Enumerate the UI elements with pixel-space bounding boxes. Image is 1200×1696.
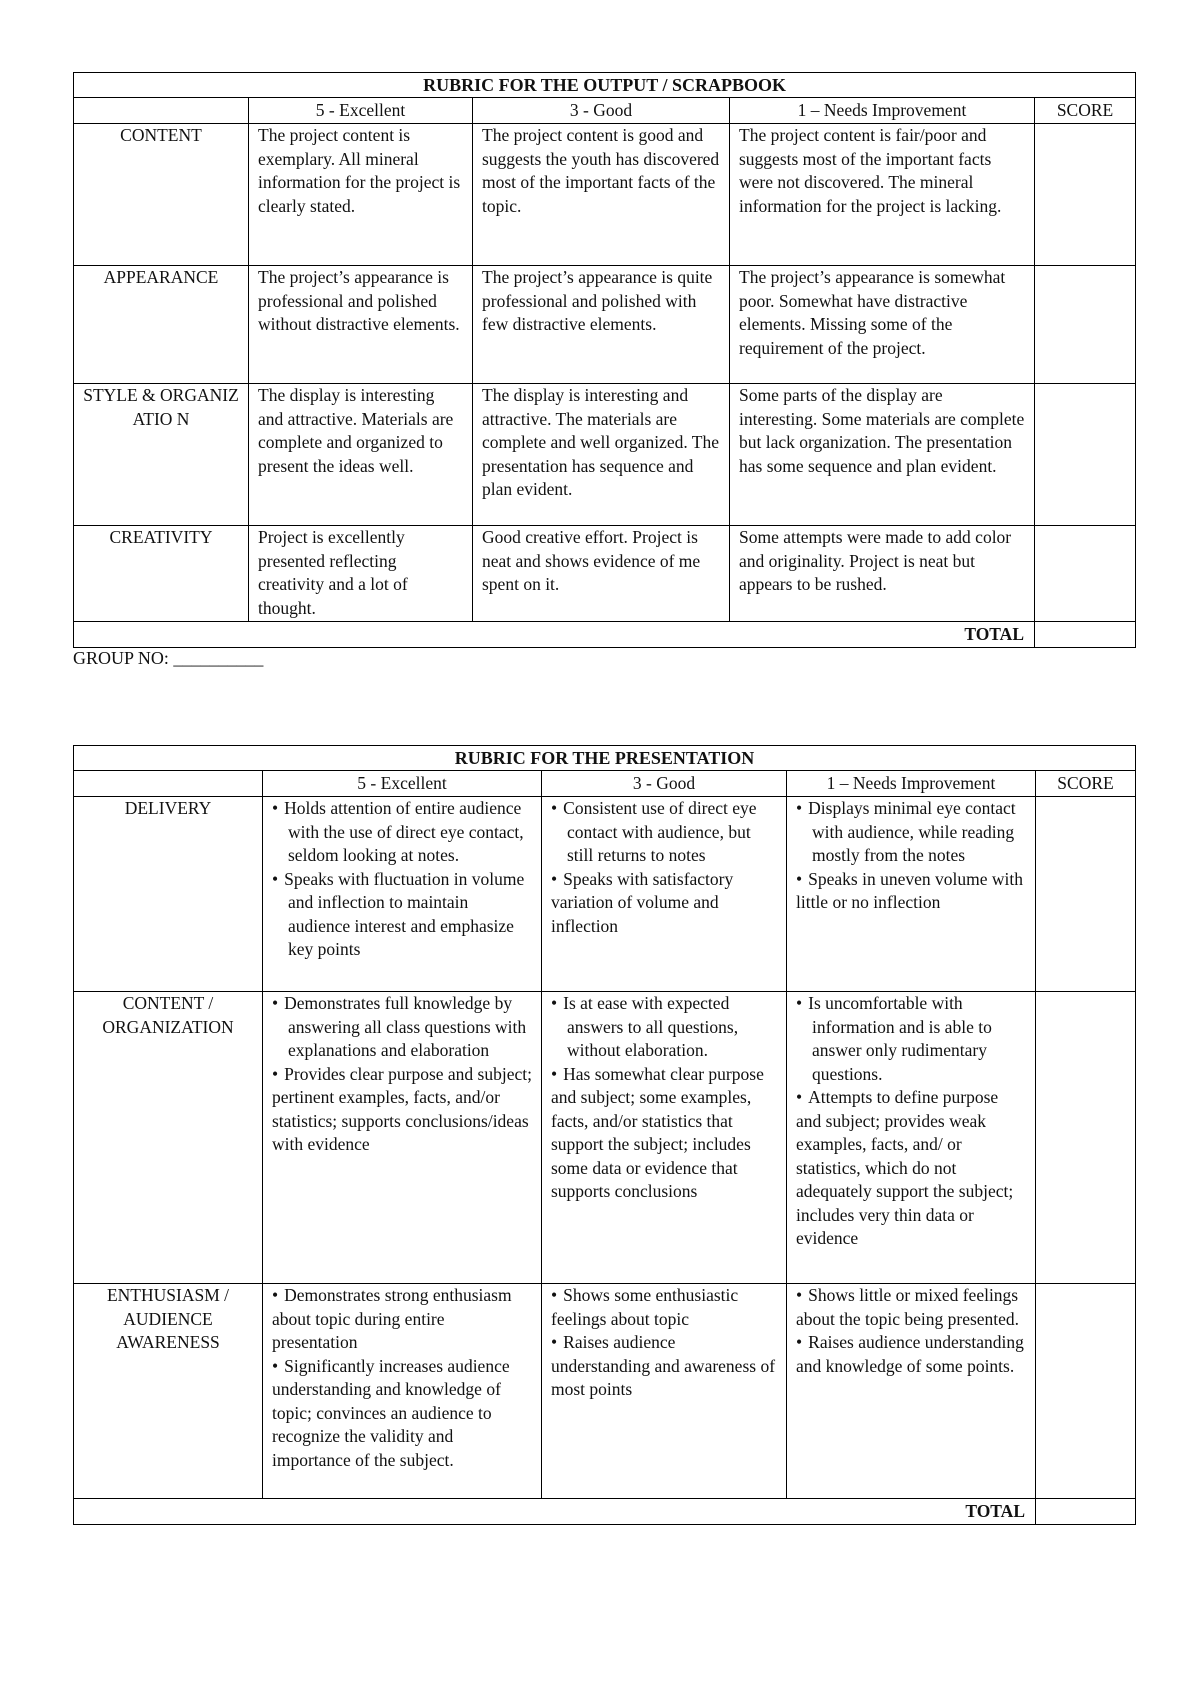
header-good: 3 - Good bbox=[542, 771, 787, 797]
table-row bbox=[74, 1284, 1136, 1499]
rubric-title: RUBRIC FOR THE OUTPUT / SCRAPBOOK bbox=[74, 73, 1136, 98]
score-cell[interactable] bbox=[1036, 797, 1136, 992]
table-row bbox=[74, 992, 1136, 1284]
cell-needs: Some attempts were made to add color and originality. Project is neat but appears to be rushed. bbox=[730, 526, 1035, 622]
list-item: • Speaks in uneven volume with little or no inflection bbox=[796, 868, 1023, 912]
cell-good bbox=[542, 992, 787, 1284]
header-blank bbox=[74, 771, 263, 797]
score-cell[interactable] bbox=[1035, 124, 1136, 266]
list-item: • Is at ease with expected answers to all questions, without elaboration. bbox=[551, 993, 739, 1060]
list-item: • Speaks with fluctuation in volume and inflection to maintain audience interest and emphasize key points bbox=[272, 868, 525, 959]
cell-good bbox=[542, 1284, 787, 1499]
score-cell[interactable] bbox=[1035, 384, 1136, 526]
table-row bbox=[74, 266, 1136, 384]
criterion: ENTHUSIASM / AUDIENCE AWARENESS bbox=[74, 1284, 263, 1499]
cell-excellent bbox=[263, 1284, 542, 1499]
criterion: CONTENT / ORGANIZATION bbox=[74, 992, 263, 1284]
score-cell[interactable] bbox=[1036, 992, 1136, 1284]
table-row bbox=[74, 526, 1136, 622]
header-needs-improvement: 1 – Needs Improvement bbox=[787, 771, 1036, 797]
table-row bbox=[74, 384, 1136, 526]
rubric-title: RUBRIC FOR THE PRESENTATION bbox=[74, 746, 1136, 771]
table-row bbox=[74, 124, 1136, 266]
list-item: • Attempts to define purpose and subject; provides weak examples, facts, and/ or statistics, which do not adequately support the subject; includes very thin data or evidence bbox=[796, 1087, 1014, 1248]
list-item: • Is uncomfortable with information and is able to answer only rudimentary questions. bbox=[796, 993, 992, 1084]
list-item: • Raises audience understanding and awareness of most points bbox=[551, 1332, 776, 1399]
list-item: • Significantly increases audience understanding and knowledge of topic; convinces an audience to recognize the validity and importance of the subject. bbox=[272, 1355, 510, 1470]
list-item: • Provides clear purpose and subject; pertinent examples, facts, and/or statistics; supports conclusions/ideas with evidence bbox=[272, 1063, 532, 1154]
header-excellent: 5 - Excellent bbox=[249, 98, 473, 124]
criterion: CREATIVITY bbox=[74, 526, 249, 622]
cell-good bbox=[542, 797, 787, 992]
criterion: CONTENT bbox=[74, 124, 249, 266]
list-item: • Speaks with satisfactory variation of volume and inflection bbox=[551, 868, 734, 936]
header-blank bbox=[74, 98, 249, 124]
cell-needs: The project content is fair/poor and suggests most of the important facts were not discovered. The mineral information for the project is lacking. bbox=[730, 124, 1035, 266]
list-item: • Raises audience understanding and knowledge of some points. bbox=[796, 1332, 1024, 1376]
cell-needs bbox=[787, 797, 1036, 992]
list-item: • Consistent use of direct eye contact with audience, but still returns to notes bbox=[551, 798, 757, 865]
criterion: STYLE & ORGANIZATIO N bbox=[74, 384, 249, 526]
criterion: DELIVERY bbox=[74, 797, 263, 992]
cell-good: The display is interesting and attractive. The materials are complete and well organized. The presentation has sequence and plan evident. bbox=[473, 384, 730, 526]
header-needs-improvement: 1 – Needs Improvement bbox=[730, 98, 1035, 124]
header-score: SCORE bbox=[1035, 98, 1136, 124]
presentation-rubric-table bbox=[73, 745, 1136, 1525]
total-label: TOTAL bbox=[74, 622, 1035, 648]
list-item: • Demonstrates full knowledge by answering all class questions with explanations and elaboration bbox=[272, 993, 527, 1060]
group-number-label: GROUP NO: __________ bbox=[73, 648, 264, 668]
cell-good: Good creative effort. Project is neat and shows evidence of me spent on it. bbox=[473, 526, 730, 622]
cell-excellent bbox=[263, 992, 542, 1284]
cell-needs: The project’s appearance is somewhat poor. Somewhat have distractive elements. Missing some of the requirement of the project. bbox=[730, 266, 1035, 384]
list-item: • Holds attention of entire audience with the use of direct eye contact, seldom looking at notes. bbox=[272, 798, 524, 865]
score-cell[interactable] bbox=[1035, 266, 1136, 384]
cell-needs: Some parts of the display are interesting. Some materials are complete but lack organization. The presentation has some sequence and plan evident. bbox=[730, 384, 1035, 526]
cell-needs bbox=[787, 1284, 1036, 1499]
cell-excellent: The project content is exemplary. All mineral information for the project is clearly stated. bbox=[249, 124, 473, 266]
list-item: • Shows little or mixed feelings about the topic being presented. bbox=[796, 1285, 1020, 1329]
table-row bbox=[74, 797, 1136, 992]
header-excellent: 5 - Excellent bbox=[263, 771, 542, 797]
header-good: 3 - Good bbox=[473, 98, 730, 124]
list-item: • Has somewhat clear purpose and subject; some examples, facts, and/or statistics that support the subject; includes some data or evidence that supports conclusions bbox=[551, 1063, 764, 1201]
list-item: • Displays minimal eye contact with audience, while reading mostly from the notes bbox=[796, 798, 1016, 865]
score-cell[interactable] bbox=[1035, 526, 1136, 622]
score-cell[interactable] bbox=[1036, 1284, 1136, 1499]
cell-good: The project content is good and suggests the youth has discovered most of the important facts of the topic. bbox=[473, 124, 730, 266]
cell-excellent bbox=[263, 797, 542, 992]
list-item: • Shows some enthusiastic feelings about topic bbox=[551, 1285, 739, 1329]
criterion: APPEARANCE bbox=[74, 266, 249, 384]
total-label: TOTAL bbox=[74, 1499, 1036, 1525]
cell-needs bbox=[787, 992, 1036, 1284]
header-score: SCORE bbox=[1036, 771, 1136, 797]
list-item: • Demonstrates strong enthusiasm about topic during entire presentation bbox=[272, 1285, 512, 1352]
total-score-cell[interactable] bbox=[1035, 622, 1136, 648]
cell-excellent: The project’s appearance is professional and polished without distractive elements. bbox=[249, 266, 473, 384]
cell-excellent: Project is excellently presented reflecting creativity and a lot of thought. bbox=[249, 526, 473, 622]
cell-good: The project’s appearance is quite professional and polished with few distractive elements. bbox=[473, 266, 730, 384]
total-score-cell[interactable] bbox=[1036, 1499, 1136, 1525]
cell-excellent: The display is interesting and attractive. Materials are complete and organized to present the ideas well. bbox=[249, 384, 473, 526]
output-rubric-table bbox=[73, 72, 1136, 648]
